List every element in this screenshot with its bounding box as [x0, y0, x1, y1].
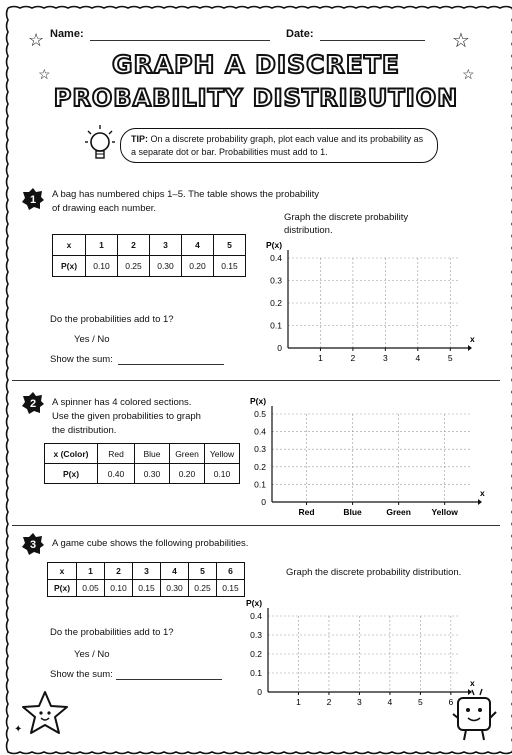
- y-tick-label: 0.3: [254, 444, 266, 455]
- q1-probability-table: [52, 234, 246, 277]
- q1-graph-instruction-line1: Graph the discrete probability: [284, 212, 409, 223]
- star-icon: ☆: [462, 66, 475, 82]
- table-cell: 3: [150, 235, 182, 256]
- y-tick-label: 0.1: [270, 320, 282, 331]
- lightbulb-icon: [84, 122, 116, 166]
- table-row: [48, 563, 245, 580]
- x-tick-label: 4: [415, 353, 421, 363]
- q3-question: Do the probabilities add to 1?: [50, 627, 174, 638]
- table-cell: 0.05: [77, 580, 105, 597]
- table-cell: Yellow: [205, 444, 240, 464]
- y-tick-label: 0.4: [250, 611, 262, 621]
- x-tick-label: Green: [386, 507, 411, 517]
- table-cell: 0.25: [189, 580, 217, 597]
- question-number-badge: [22, 533, 44, 555]
- table-cell: 4: [161, 563, 189, 580]
- y-axis-label: P(x): [246, 598, 263, 608]
- x-tick-label: 6: [448, 697, 454, 707]
- table-cell: 1: [77, 563, 105, 580]
- table-cell: 0.20: [170, 464, 205, 484]
- x-tick-label: 4: [387, 697, 393, 707]
- table-row: [48, 580, 245, 597]
- q1-sum-field[interactable]: [118, 364, 224, 365]
- table-cell: 0.10: [105, 580, 133, 597]
- x-tick-label: Red: [298, 507, 315, 517]
- q1-text-line1: A bag has numbered chips 1–5. The table shows the probability: [52, 189, 320, 200]
- q3-sum-label: Show the sum:: [50, 669, 113, 680]
- table-cell: x (Color): [45, 444, 98, 464]
- q1-text-line2: of drawing each number.: [52, 203, 157, 214]
- x-tick-label: 5: [418, 697, 423, 707]
- table-cell: 1: [86, 235, 118, 256]
- question-number-badge: [22, 392, 44, 414]
- table-row: [53, 235, 246, 256]
- q3-text: A game cube shows the following probabilities.: [52, 538, 249, 549]
- table-cell: 0.15: [214, 256, 246, 277]
- tip-text: On a discrete probability graph, plot each value and its probability as a separate dot or bar. Probabilities must add to 1.: [131, 134, 424, 157]
- y-tick-label: 0.5: [254, 409, 266, 419]
- q1-sum-label: Show the sum:: [50, 354, 113, 365]
- smiling-star-icon: [20, 690, 70, 736]
- table-cell: Blue: [135, 444, 170, 464]
- q3-sum-field[interactable]: [116, 679, 222, 680]
- table-cell: 0.10: [86, 256, 118, 277]
- q2-text-line1: A spinner has 4 colored sections.: [52, 397, 192, 408]
- table-row: [53, 256, 246, 277]
- q1-question: Do the probabilities add to 1?: [50, 314, 174, 325]
- tip-box: [120, 128, 438, 163]
- x-tick-label: 3: [357, 697, 362, 707]
- table-row: [45, 444, 240, 464]
- table-cell: P(x): [45, 464, 98, 484]
- date-label: Date:: [286, 28, 314, 40]
- x-tick-label: 5: [447, 353, 453, 363]
- y-tick-label: 0.3: [250, 630, 262, 640]
- page-title-line1: GRAPH A DISCRETE: [112, 50, 400, 79]
- q1-graph[interactable]: [254, 222, 480, 374]
- table-cell: 0.15: [133, 580, 161, 597]
- x-axis-arrow: [478, 499, 482, 505]
- y-tick-label: 0.4: [270, 253, 282, 263]
- section-divider: [12, 525, 500, 526]
- q2-text-line3: the distribution.: [52, 425, 117, 436]
- q2-probability-table: [44, 443, 240, 484]
- table-cell: 0.30: [135, 464, 170, 484]
- x-tick-label: Blue: [343, 507, 362, 517]
- table-cell: x: [53, 235, 86, 256]
- q1-answer-choice[interactable]: Yes / No: [74, 334, 110, 345]
- q2-graph[interactable]: [246, 386, 492, 522]
- table-cell: 4: [182, 235, 214, 256]
- section-divider: [12, 380, 500, 381]
- table-cell: 0.25: [118, 256, 150, 277]
- q2-text-line2: Use the given probabilities to graph: [52, 411, 201, 422]
- q2-number: 2: [29, 398, 37, 410]
- x-tick-label: 2: [326, 697, 332, 707]
- y-tick-label: 0: [277, 343, 282, 353]
- table-row: [45, 464, 240, 484]
- table-cell: Green: [170, 444, 205, 464]
- x-tick-label: 1: [296, 697, 301, 707]
- table-cell: 0.40: [98, 464, 135, 484]
- q3-number: 3: [29, 539, 37, 551]
- table-cell: P(x): [53, 256, 86, 277]
- y-axis-label: P(x): [250, 396, 267, 406]
- table-cell: 0.15: [217, 580, 245, 597]
- y-tick-label: 0.2: [270, 298, 282, 308]
- x-axis-label: x: [470, 334, 475, 344]
- q1-number: 1: [29, 194, 37, 206]
- q3-graph[interactable]: [238, 578, 480, 708]
- table-cell: 5: [189, 563, 217, 580]
- q3-probability-table: [47, 562, 245, 597]
- table-cell: 2: [105, 563, 133, 580]
- x-tick-label: 1: [318, 353, 323, 363]
- table-cell: 5: [214, 235, 246, 256]
- q3-answer-choice[interactable]: Yes / No: [74, 649, 110, 660]
- y-tick-label: 0.1: [250, 668, 262, 678]
- table-cell: x: [48, 563, 77, 580]
- x-tick-label: 2: [350, 353, 356, 363]
- q3-graph-instruction: Graph the discrete probability distribution.: [286, 567, 462, 578]
- x-axis-label: x: [470, 678, 475, 688]
- table-cell: 0.10: [205, 464, 240, 484]
- table-cell: 0.20: [182, 256, 214, 277]
- table-cell: 2: [118, 235, 150, 256]
- question-number-badge: [22, 188, 44, 210]
- table-cell: 6: [217, 563, 245, 580]
- table-cell: 0.30: [161, 580, 189, 597]
- date-field[interactable]: [320, 40, 425, 41]
- table-cell: 0.30: [150, 256, 182, 277]
- y-tick-label: 0.4: [254, 426, 266, 437]
- y-tick-label: 0: [261, 497, 266, 507]
- tip-label: TIP:: [131, 134, 148, 144]
- y-tick-label: 0.1: [254, 479, 266, 490]
- y-tick-label: 0.3: [270, 275, 282, 286]
- x-tick-label: 3: [382, 353, 388, 363]
- name-label: Name:: [50, 28, 84, 40]
- page-title-line2: PROBABILITY DISTRIBUTION: [53, 84, 459, 112]
- q1-graph-instruction-line2: distribution.: [284, 225, 333, 236]
- x-axis-label: x: [480, 488, 485, 498]
- table-cell: Red: [98, 444, 135, 464]
- y-tick-label: 0.2: [254, 461, 266, 472]
- sparkle-icon: ✦: [14, 724, 23, 735]
- table-cell: 3: [133, 563, 161, 580]
- star-icon: ☆: [452, 30, 470, 52]
- star-icon: ☆: [38, 66, 51, 82]
- y-tick-label: 0.2: [250, 649, 262, 659]
- name-field[interactable]: [90, 40, 270, 41]
- y-tick-label: 0: [257, 687, 262, 697]
- x-tick-label: Yellow: [431, 507, 458, 517]
- dice-mascot-icon: [452, 688, 498, 744]
- table-cell: P(x): [48, 580, 77, 597]
- star-icon: ☆: [28, 30, 45, 50]
- y-axis-label: P(x): [266, 240, 283, 250]
- x-axis-arrow: [468, 345, 472, 351]
